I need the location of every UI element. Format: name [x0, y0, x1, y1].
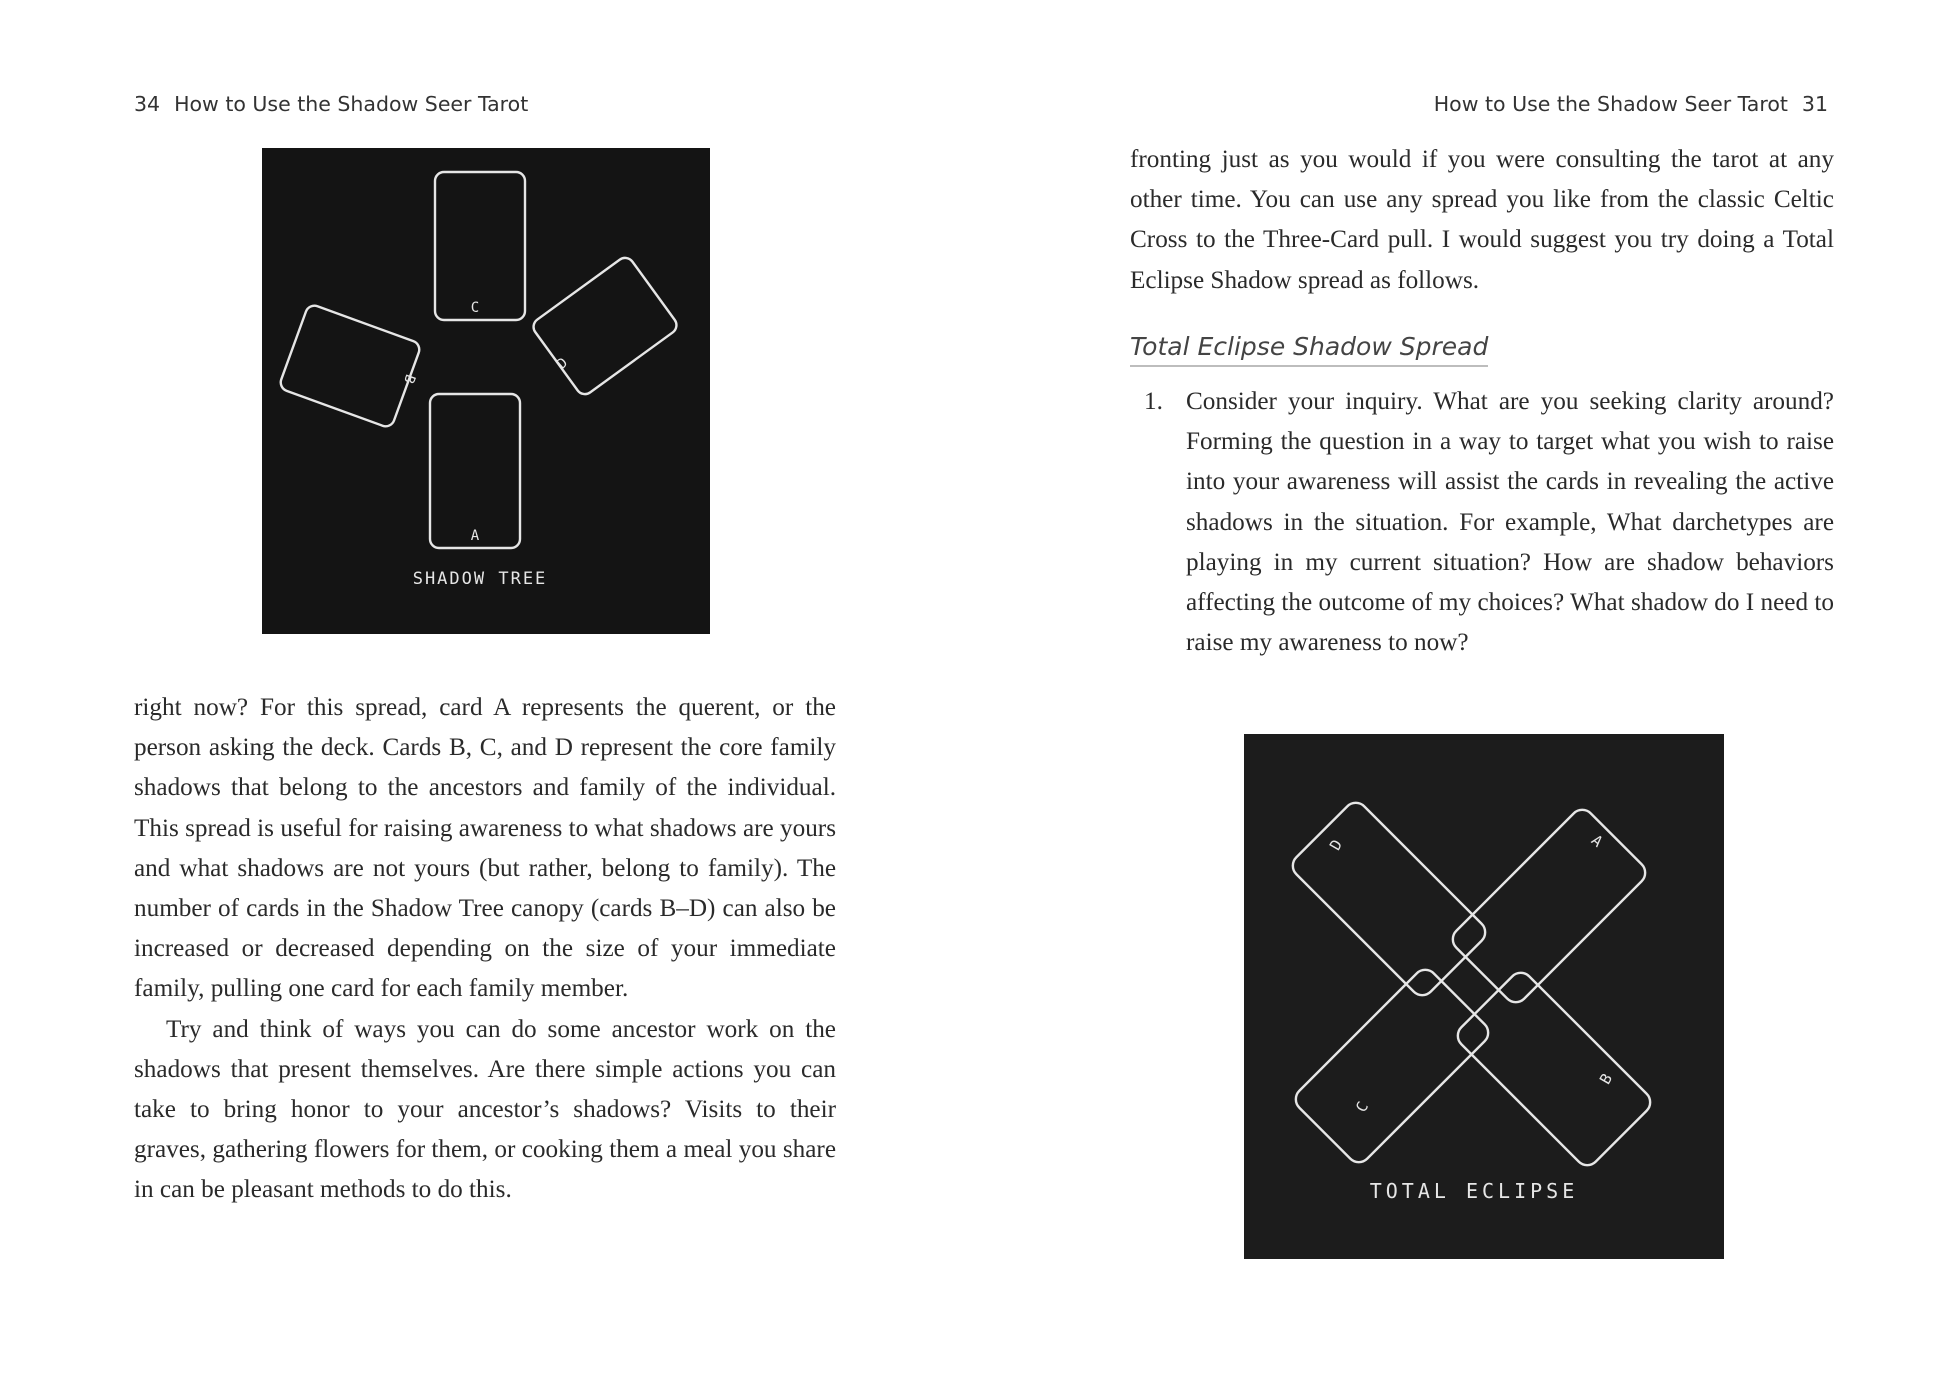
card-label-b: B [400, 371, 419, 386]
card-label-d: D [1325, 836, 1347, 854]
step-text: Consider your inquiry. What are you seeking clarity around? Forming the question in a way to target what you wish to raise into your awareness will assist the cards in revealing the active shadows in the situation. For example, What darchetypes are playing in my current situation? How are shadow behaviors affecting the outcome of my choices? What shadow do I need to raise my awareness to now? [1186, 388, 1834, 657]
total-eclipse-figure [1244, 734, 1724, 1259]
left-paragraph-1: right now? For this spread, card A represents the querent, or the person asking the deck. Cards B, C, and D represent the core family shadows that belong to the ancestors and family of the individual. This spread is useful for raising awareness to what shadows are yours and what shadows are not yours (but rather, belong to family). The number of cards in the Shadow Tree canopy (cards B–D) can also be increased or decreased depending on the size of your immediate family, pulling one card for each family member. [134, 694, 836, 1003]
left-body-text [134, 688, 836, 1211]
card-label-a: A [1587, 831, 1607, 851]
right-page [980, 0, 1960, 1400]
card-label-c: C [470, 300, 480, 316]
running-head-left [134, 92, 528, 116]
step-number: 1. [1144, 388, 1163, 415]
card-outline-c [435, 172, 525, 320]
spread-steps-list [1130, 382, 1834, 663]
shadow-tree-drawing [262, 148, 710, 634]
running-head-right [1434, 92, 1828, 116]
page-number-right: 31 [1801, 92, 1828, 116]
right-intro-paragraph: fronting just as you would if you were consulting the tarot at any other time. You can use any spread you like from the classic Celtic Cross to the Three-Card pull. I would suggest you try doing a Total Eclipse Shadow spread as follows. [1130, 146, 1834, 294]
card-label-a: A [470, 528, 480, 544]
shadow-tree-caption: SHADOW TREE [412, 569, 548, 589]
section-heading: Total Eclipse Shadow Spread [1130, 332, 1488, 367]
total-eclipse-caption: TOTAL ECLIPSE [1369, 1179, 1579, 1203]
card-outline-a [1448, 805, 1650, 1007]
card-outline-c [1291, 965, 1493, 1167]
running-head-title-left: How to Use the Shadow Seer Tarot [174, 92, 529, 116]
page-number-left: 34 [134, 92, 161, 116]
shadow-tree-figure [262, 148, 710, 634]
card-outline-b [1453, 968, 1655, 1170]
list-item [1130, 382, 1834, 663]
card-outline-a [430, 394, 520, 548]
card-label-c: C [1351, 1098, 1373, 1116]
total-eclipse-drawing [1244, 734, 1724, 1259]
running-head-title-right: How to Use the Shadow Seer Tarot [1433, 92, 1788, 116]
card-label-b: B [1595, 1070, 1617, 1088]
card-outline-d [530, 254, 680, 397]
right-intro-text [1130, 140, 1834, 301]
card-outline-d [1288, 798, 1490, 1000]
card-label-d: D [554, 354, 572, 373]
card-outline-b [278, 303, 422, 429]
left-paragraph-2: Try and think of ways you can do some ancestor work on the shadows that present themselves. Are there simple actions you can take to bring honor to your ancestor’s shadows? Visits to their graves, gathering flowers for them, or cooking them a meal you share in can be pleasant methods to do this. [134, 1015, 836, 1204]
